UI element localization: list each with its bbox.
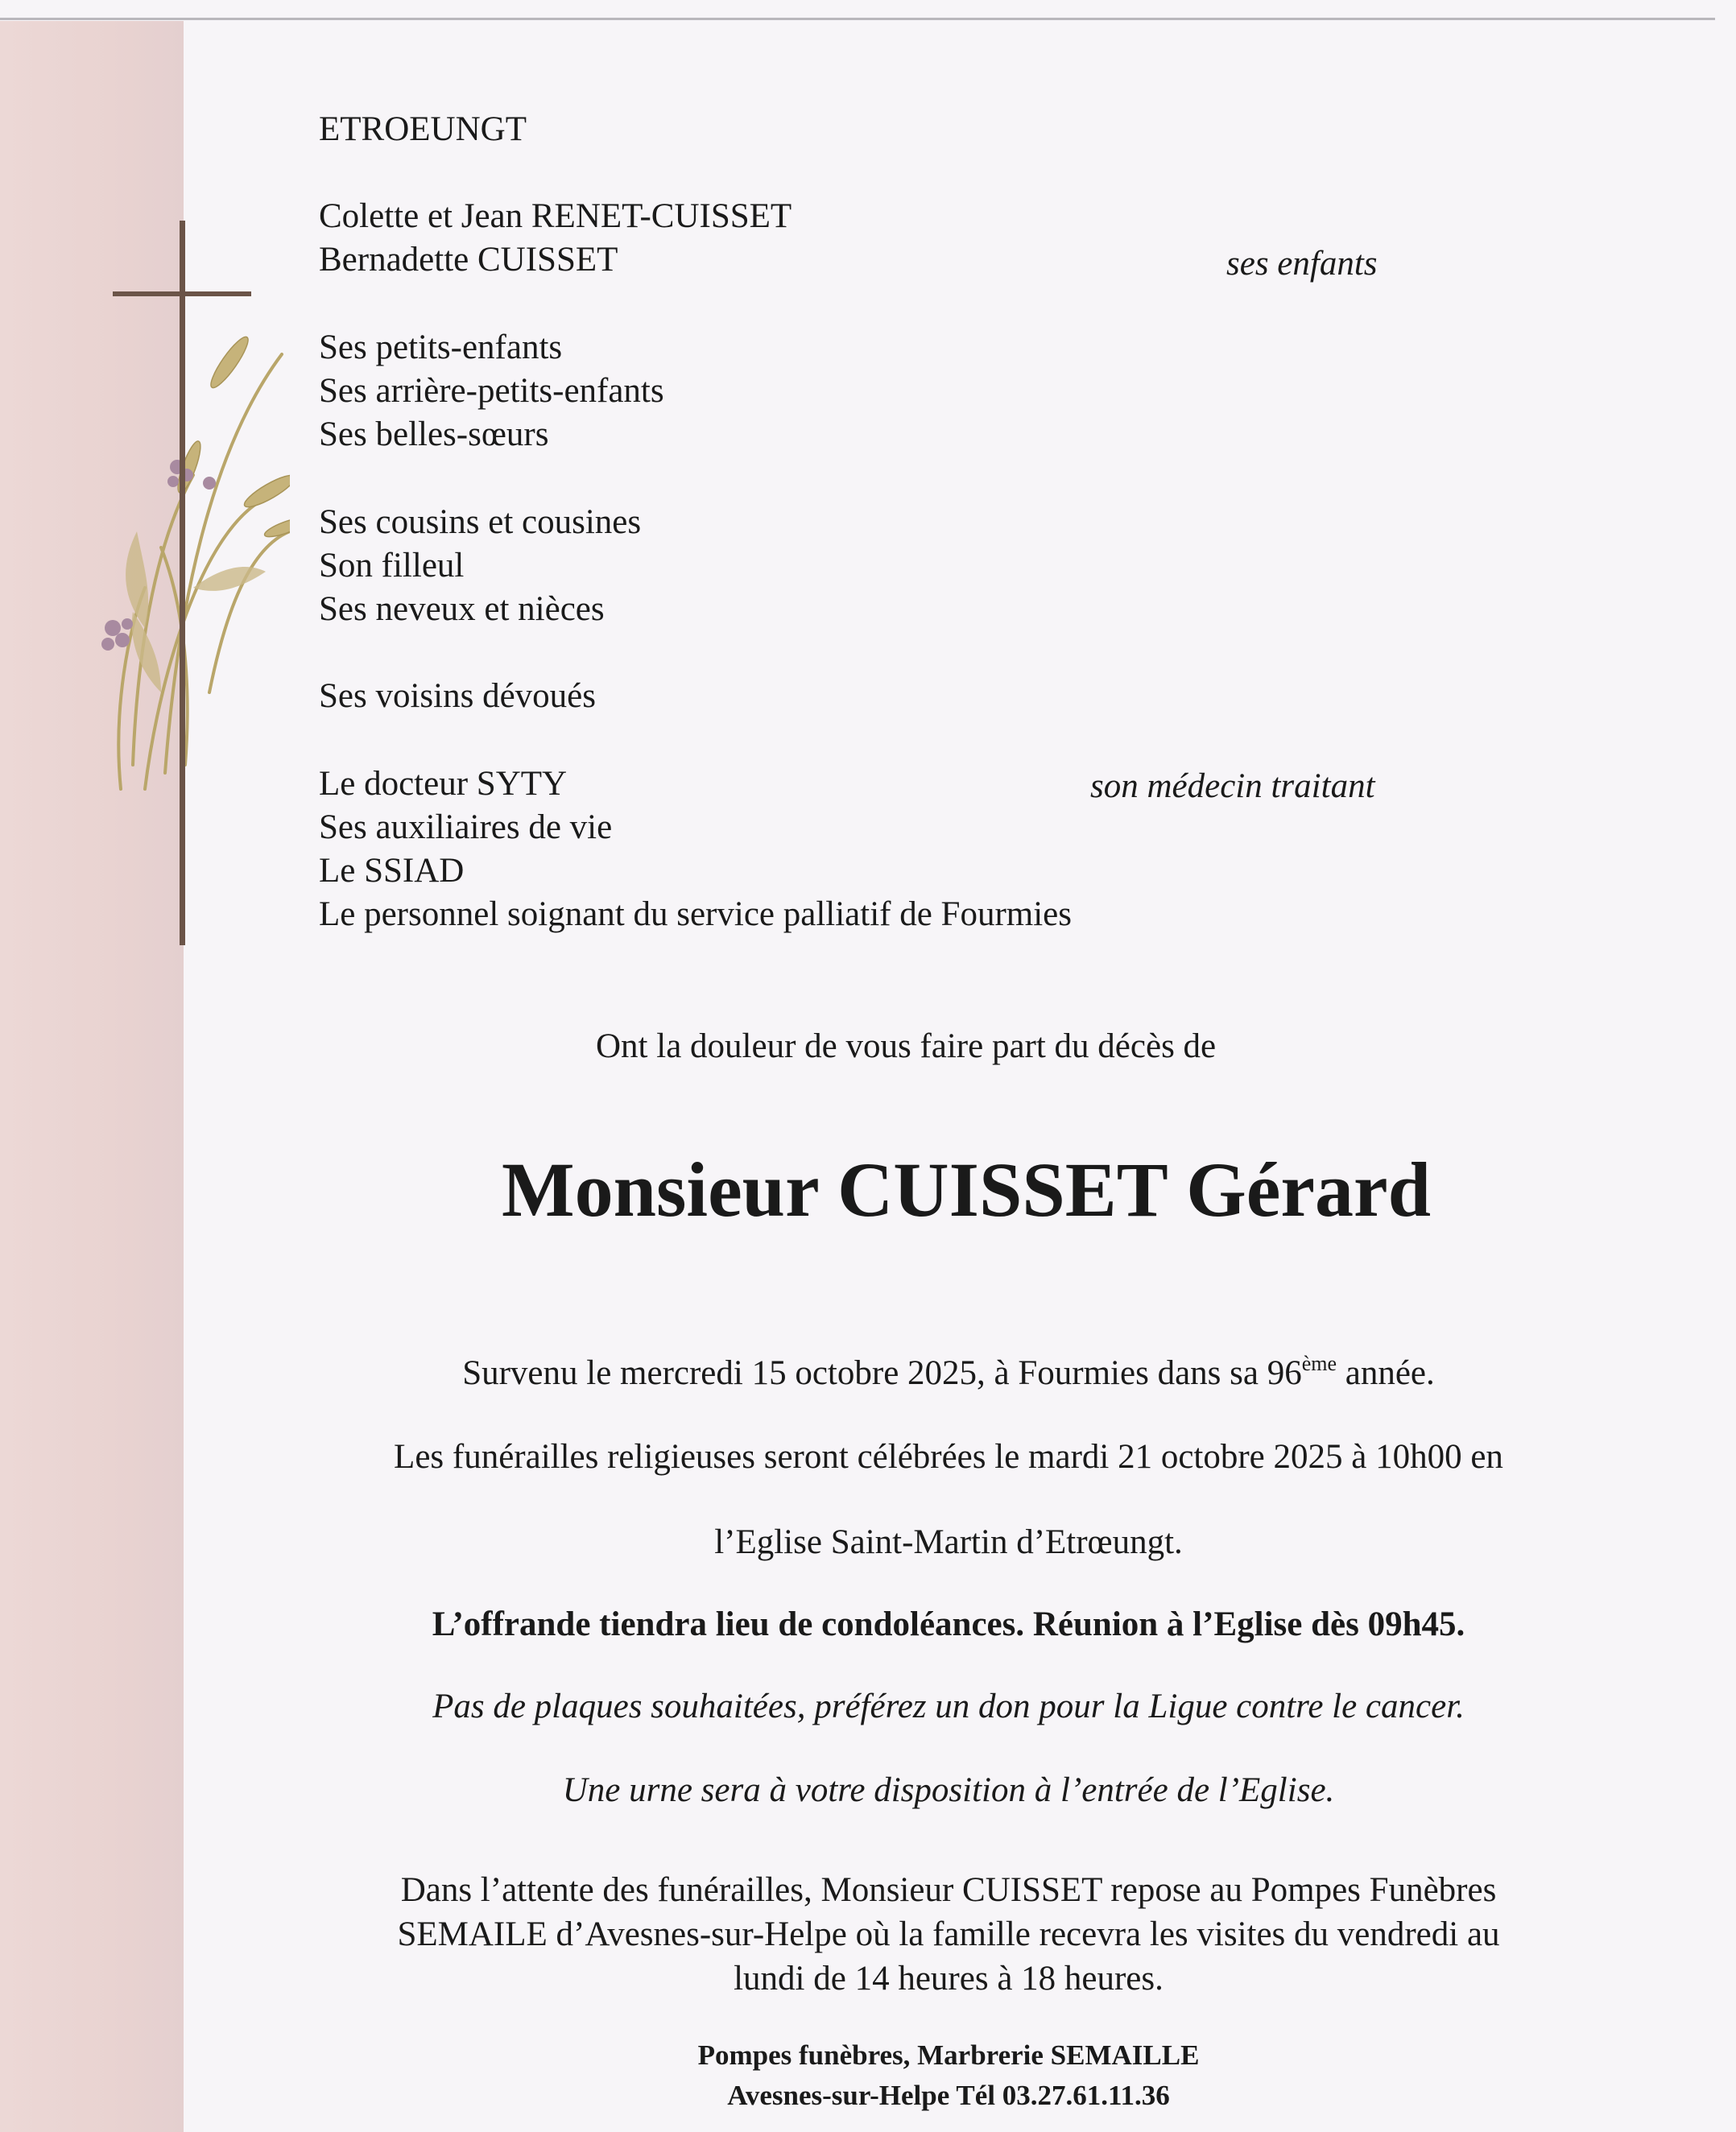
grandchildren: Ses petits-enfants [319, 328, 563, 366]
godson: Son filleul [319, 547, 465, 585]
death-statement-end: année. [1337, 1354, 1435, 1392]
death-statement-text: Survenu le mercredi 15 octobre 2025, à Fourmies dans sa 96 [462, 1354, 1302, 1392]
funeral-line1: Les funérailles religieuses seront célébrées le mardi 21 octobre 2025 à 10h00 en [394, 1438, 1503, 1476]
doctor: Le docteur SYTY [319, 765, 568, 803]
no-plaques-notice: Pas de plaques souhaitées, préférez un don pour la Ligue contre le cancer. [432, 1688, 1465, 1725]
ssiad: Le SSIAD [319, 852, 465, 890]
carers: Ses auxiliaires de vie [319, 808, 613, 846]
top-rule [0, 18, 1715, 20]
urn-notice: Une urne sera à votre disposition à l’entrée de l’Eglise. [562, 1771, 1335, 1809]
children-role: ses enfants [1226, 245, 1378, 283]
location: ETROEUNGT [319, 110, 527, 148]
death-statement [161, 1352, 1736, 1392]
rest-line2: SEMAILE d’Avesnes-sur-Helpe où la famille recevra les visites du vendredi au [397, 1915, 1500, 1953]
funeral-line2: l’Eglise Saint-Martin d’Etrœungt. [714, 1523, 1183, 1561]
ordinal-suffix: ème [1301, 1352, 1337, 1375]
offering-notice: L’offrande tiendra lieu de condoléances. Réunion à l’Eglise dès 09h45. [432, 1605, 1465, 1643]
great-grandchildren: Ses arrière-petits-enfants [319, 372, 664, 410]
neighbours: Ses voisins dévoués [319, 677, 596, 715]
children-line2: Bernadette CUISSET [319, 241, 618, 279]
announcement-intro: Ont la douleur de vous faire part du décès de [596, 1027, 1217, 1065]
footer-contact: Avesnes-sur-Helpe Tél 03.27.61.11.36 [727, 2080, 1170, 2111]
nephews-nieces: Ses neveux et nièces [319, 590, 605, 628]
children-line1: Colette et Jean RENET-CUISSET [319, 197, 792, 235]
cross-wheat-decoration [89, 209, 290, 950]
rest-line3: lundi de 14 heures à 18 heures. [734, 1960, 1164, 1998]
doctor-role: son médecin traitant [1090, 767, 1375, 805]
cousins: Ses cousins et cousines [319, 503, 642, 541]
palliative-staff: Le personnel soignant du service palliatif de Fourmies [319, 895, 1072, 933]
rest-line1: Dans l’attente des funérailles, Monsieur CUISSET repose au Pompes Funèbres [400, 1871, 1497, 1909]
footer-company: Pompes funèbres, Marbrerie SEMAILLE [697, 2039, 1200, 2071]
deceased-name: Monsieur CUISSET Gérard [502, 1147, 1431, 1233]
sisters-in-law: Ses belles-sœurs [319, 415, 549, 453]
